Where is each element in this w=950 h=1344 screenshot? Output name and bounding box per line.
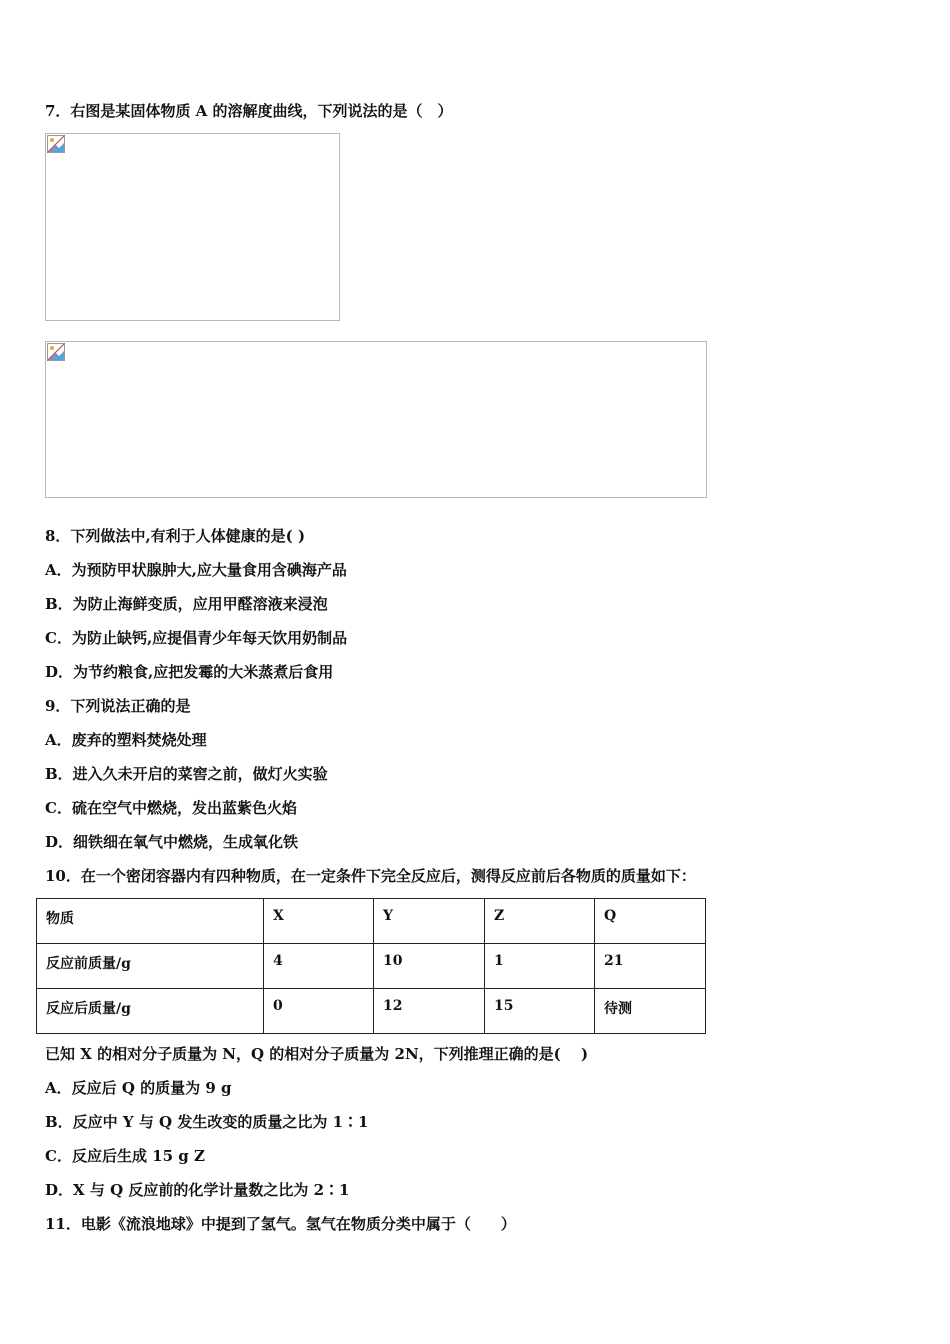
q9-option-c: C．硫在空气中燃烧，发出蓝紫色火焰 bbox=[45, 799, 297, 817]
broken-image-solubility-curve bbox=[45, 133, 340, 321]
q8-option-a: A．为预防甲状腺肿大,应大量食用含碘海产品 bbox=[45, 561, 347, 579]
table-row bbox=[37, 989, 706, 1034]
q11-stem: 11．电影《流浪地球》中提到了氢气。氢气在物质分类中属于（ ） bbox=[45, 1215, 516, 1233]
table-cell: Q bbox=[595, 899, 706, 944]
q10-option-d: D．X 与 Q 反应前的化学计量数之比为 2∶1 bbox=[45, 1181, 350, 1199]
q9-stem: 9．下列说法正确的是 bbox=[45, 697, 191, 715]
q8-option-b: B．为防止海鲜变质，应用甲醛溶液来浸泡 bbox=[45, 595, 328, 613]
table-cell: 10 bbox=[374, 944, 485, 989]
table-cell: 反应后质量/g bbox=[37, 989, 264, 1034]
q10-stem: 10．在一个密闭容器内有四种物质，在一定条件下完全反应后，测得反应前后各物质的质量如下： bbox=[45, 867, 696, 885]
q10-option-a: A．反应后 Q 的质量为 9 g bbox=[45, 1079, 232, 1097]
q10-question: 已知 X 的相对分子质量为 N，Q 的相对分子质量为 2N，下列推理正确的是( ) bbox=[45, 1045, 589, 1063]
table-cell: 1 bbox=[485, 944, 595, 989]
q9-option-b: B．进入久未开启的菜窖之前，做灯火实验 bbox=[45, 765, 328, 783]
table-cell: 待测 bbox=[595, 989, 706, 1034]
table-cell: Z bbox=[485, 899, 595, 944]
table-cell: X bbox=[264, 899, 374, 944]
table-cell: 12 bbox=[374, 989, 485, 1034]
q7-stem: 7．右图是某固体物质 A 的溶解度曲线，下列说法的是（ ） bbox=[45, 102, 453, 120]
table-row bbox=[37, 944, 706, 989]
broken-image-icon bbox=[47, 135, 65, 153]
q10-option-b: B．反应中 Y 与 Q 发生改变的质量之比为 1∶1 bbox=[45, 1113, 369, 1131]
q8-option-c: C．为防止缺钙,应提倡青少年每天饮用奶制品 bbox=[45, 629, 348, 647]
q10-option-c: C．反应后生成 15 g Z bbox=[45, 1147, 205, 1165]
table-cell: 21 bbox=[595, 944, 706, 989]
q8-stem: 8．下列做法中,有利于人体健康的是( ) bbox=[45, 527, 306, 545]
q10-mass-table bbox=[36, 898, 706, 1034]
table-cell: 15 bbox=[485, 989, 595, 1034]
q9-option-a: A．废弃的塑料焚烧处理 bbox=[45, 731, 207, 749]
q8-option-d: D．为节约粮食,应把发霉的大米蒸煮后食用 bbox=[45, 663, 334, 681]
table-cell: 物质 bbox=[37, 899, 264, 944]
table-cell: 0 bbox=[264, 989, 374, 1034]
table-cell: 4 bbox=[264, 944, 374, 989]
table-row bbox=[37, 899, 706, 944]
broken-image-options bbox=[45, 341, 707, 498]
table-cell: Y bbox=[374, 899, 485, 944]
q9-option-d: D．细铁细在氧气中燃烧，生成氧化铁 bbox=[45, 833, 299, 851]
broken-image-icon bbox=[47, 343, 65, 361]
table-cell: 反应前质量/g bbox=[37, 944, 264, 989]
